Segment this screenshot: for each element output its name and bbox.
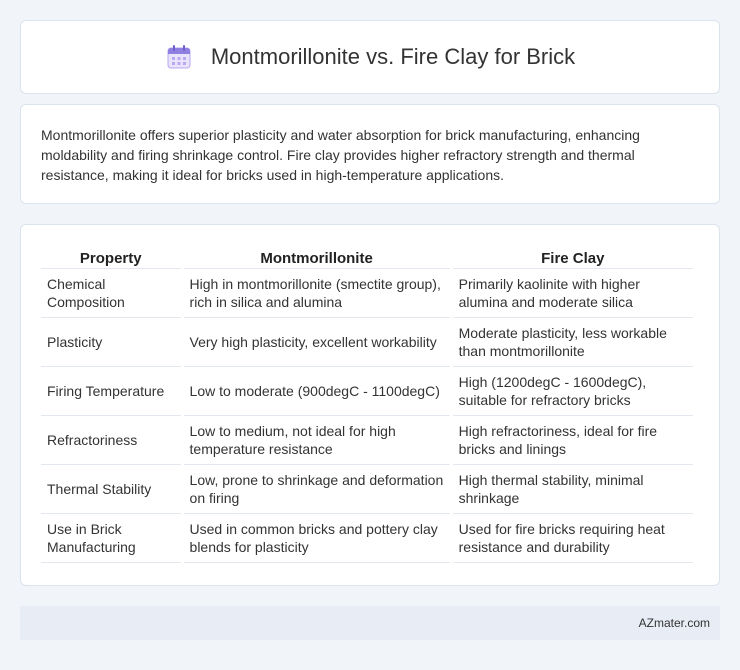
comparison-table-card [20, 224, 720, 586]
page-title: Montmorillonite vs. Fire Clay for Brick [210, 44, 576, 69]
column-header-property: Property [41, 245, 181, 269]
montmorillonite-cell: Low to medium, not ideal for high temperature resistance [184, 416, 450, 465]
table-row [41, 318, 693, 367]
comparison-table [38, 245, 696, 563]
table-row [41, 514, 693, 563]
column-header-fire-clay: Fire Clay [453, 245, 693, 269]
fire-clay-cell: Primarily kaolinite with higher alumina and moderate silica [453, 269, 693, 318]
property-cell: Thermal Stability [41, 465, 181, 514]
table-row [41, 465, 693, 514]
montmorillonite-cell: Low to moderate (900degC - 1100degC) [184, 367, 450, 416]
fire-clay-cell: High (1200degC - 1600degC), suitable for refractory bricks [453, 367, 693, 416]
fire-clay-cell: Used for fire bricks requiring heat resistance and durability [453, 514, 693, 563]
table-row [41, 269, 693, 318]
fire-clay-cell: Moderate plasticity, less workable than montmorillonite [453, 318, 693, 367]
summary-card [20, 104, 720, 204]
montmorillonite-cell: Low, prone to shrinkage and deformation on firing [184, 465, 450, 514]
summary-text: Montmorillonite offers superior plasticity and water absorption for brick manufacturing, enhancing moldability and firing shrinkage control. Fire clay provides higher refractory strength and thermal resistance, making it ideal for bricks used in high-temperature applications. [41, 127, 640, 183]
montmorillonite-cell: Used in common bricks and pottery clay blends for plasticity [184, 514, 450, 563]
title-card [20, 20, 720, 94]
property-cell: Chemical Composition [41, 269, 181, 318]
montmorillonite-cell: Very high plasticity, excellent workability [184, 318, 450, 367]
footer-bar [20, 606, 720, 640]
montmorillonite-cell: High in montmorillonite (smectite group), rich in silica and alumina [184, 269, 450, 318]
table-header-row [41, 245, 693, 269]
column-header-montmorillonite: Montmorillonite [184, 245, 450, 269]
property-cell: Use in Brick Manufacturing [41, 514, 181, 563]
property-cell: Plasticity [41, 318, 181, 367]
property-cell: Firing Temperature [41, 367, 181, 416]
table-row [41, 416, 693, 465]
property-cell: Refractoriness [41, 416, 181, 465]
calendar-icon [165, 43, 193, 71]
fire-clay-cell: High refractoriness, ideal for fire bricks and linings [453, 416, 693, 465]
fire-clay-cell: High thermal stability, minimal shrinkage [453, 465, 693, 514]
table-row [41, 367, 693, 416]
footer-brand[interactable]: AZmater.com [638, 616, 710, 630]
